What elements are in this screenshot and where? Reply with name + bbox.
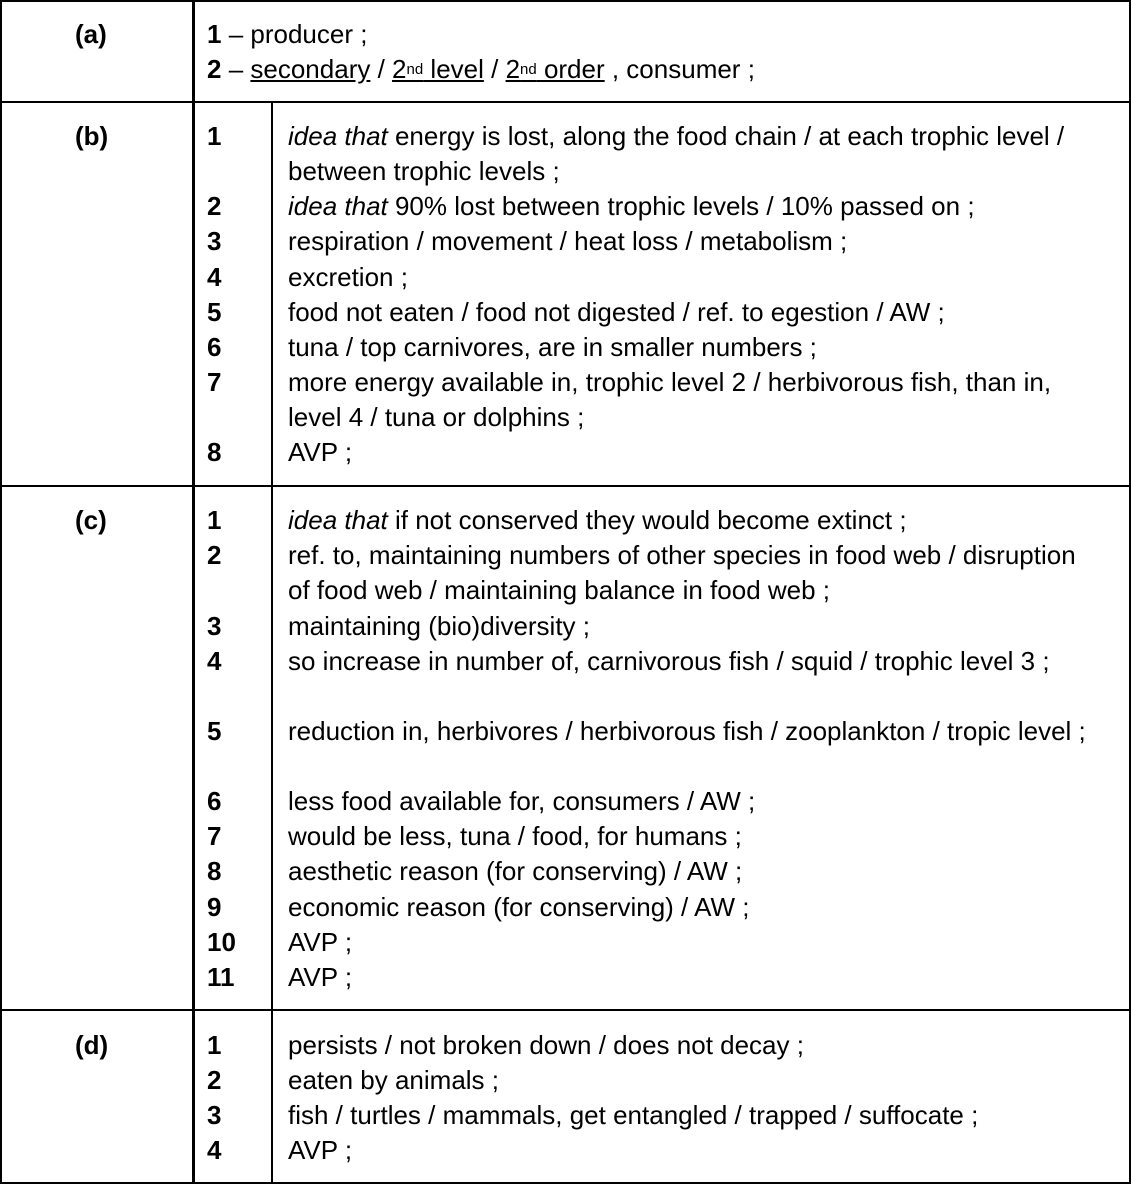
part-a-line-1-dash: – <box>221 19 251 49</box>
mark-point-number: 8 <box>207 856 222 886</box>
mark-point-number: 2 <box>207 191 222 221</box>
mark-point-number: 5 <box>207 716 222 746</box>
row-divider-top <box>0 0 1131 2</box>
mark-point-text: tuna / top carnivores, are in smaller numbers ; <box>288 332 817 362</box>
mark-point-text: so increase in number of, carnivorous fish / squid / trophic level 3 ; <box>288 646 1050 676</box>
part-a-line-2-number: 2 <box>207 54 222 84</box>
mark-point-number: 4 <box>207 646 222 676</box>
mark-point-text: AVP ; <box>288 1135 353 1165</box>
mark-point-text: maintaining (bio)diversity ; <box>288 611 591 641</box>
mark-point-number: 3 <box>207 611 222 641</box>
mark-point-text: would be less, tuna / food, for humans ; <box>288 821 742 851</box>
mark-point-number: 7 <box>207 367 222 397</box>
mark-point-number: 5 <box>207 297 222 327</box>
separator: / <box>370 54 393 84</box>
mark-point-number: 4 <box>207 1135 222 1165</box>
answer-option-2nd-order: 2nd order <box>505 54 605 84</box>
mark-point-text: AVP ; <box>288 927 353 957</box>
mark-point-text: reduction in, herbivores / herbivorous fish / zooplankton / tropic level ; <box>288 716 1086 746</box>
mark-point-number: 1 <box>207 1030 222 1060</box>
mark-point-text: idea that if not conserved they would become extinct ; <box>288 505 907 535</box>
mark-point-text: ref. to, maintaining numbers of other species in food web / disruption of food web / maintaining balance in food web ; <box>288 540 1076 605</box>
part-a-line-2-dash: – <box>221 54 251 84</box>
part-d-label: (d) <box>75 1030 109 1060</box>
row-divider-a-b <box>0 101 1131 103</box>
mark-point-text: AVP ; <box>288 437 353 467</box>
mark-point-number: 8 <box>207 437 222 467</box>
mark-point-number: 1 <box>207 505 222 535</box>
mark-point-number: 2 <box>207 540 222 570</box>
mark-point-text: economic reason (for conserving) / AW ; <box>288 892 750 922</box>
row-divider-c-d <box>0 1009 1131 1011</box>
mark-point-number: 2 <box>207 1065 222 1095</box>
part-c-label: (c) <box>75 505 107 535</box>
outer-left-border <box>0 0 2 1184</box>
mark-point-text: idea that 90% lost between trophic levels / 10% passed on ; <box>288 191 975 221</box>
mark-point-number: 4 <box>207 262 222 292</box>
mark-point-number: 1 <box>207 121 222 151</box>
mark-point-number: 7 <box>207 821 222 851</box>
mark-point-number: 9 <box>207 892 222 922</box>
mark-point-text: excretion ; <box>288 262 408 292</box>
mark-point-text: AVP ; <box>288 962 353 992</box>
answer-option-2nd-level: 2nd level <box>392 54 484 84</box>
mark-point-number: 6 <box>207 786 222 816</box>
mark-point-number: 6 <box>207 332 222 362</box>
separator: / <box>483 54 506 84</box>
column-divider-number <box>271 102 273 1184</box>
mark-point-text: idea that energy is lost, along the food chain / at each trophic level / between trophic levels ; <box>288 121 1065 186</box>
mark-point-text: eaten by animals ; <box>288 1065 500 1095</box>
part-a-line-1 <box>207 17 367 52</box>
mark-point-number: 3 <box>207 226 222 256</box>
column-divider-part <box>192 0 195 1184</box>
row-divider-b-c <box>0 485 1131 487</box>
mark-point-number: 11 <box>207 962 235 992</box>
mark-point-text: food not eaten / food not digested / ref. to egestion / AW ; <box>288 297 945 327</box>
part-a-line-2-tail: , consumer ; <box>604 54 755 84</box>
mark-point-number: 10 <box>207 927 236 957</box>
mark-point-text: persists / not broken down / does not decay ; <box>288 1030 804 1060</box>
mark-point-text: fish / turtles / mammals, get entangled / trapped / suffocate ; <box>288 1100 979 1130</box>
answer-option-secondary: secondary <box>250 54 371 84</box>
part-a-label: (a) <box>75 19 107 49</box>
mark-point-text: respiration / movement / heat loss / metabolism ; <box>288 226 848 256</box>
mark-point-text: less food available for, consumers / AW ; <box>288 786 756 816</box>
part-b-label: (b) <box>75 121 109 151</box>
part-a-line-2 <box>207 52 755 87</box>
mark-point-number: 3 <box>207 1100 222 1130</box>
mark-point-text: aesthetic reason (for conserving) / AW ; <box>288 856 743 886</box>
mark-point-text: more energy available in, trophic level 2 / herbivorous fish, than in, level 4 / tuna or dolphins ; <box>288 367 1052 432</box>
part-a-line-1-number: 1 <box>207 19 222 49</box>
part-a-line-1-text: producer ; <box>250 19 368 49</box>
